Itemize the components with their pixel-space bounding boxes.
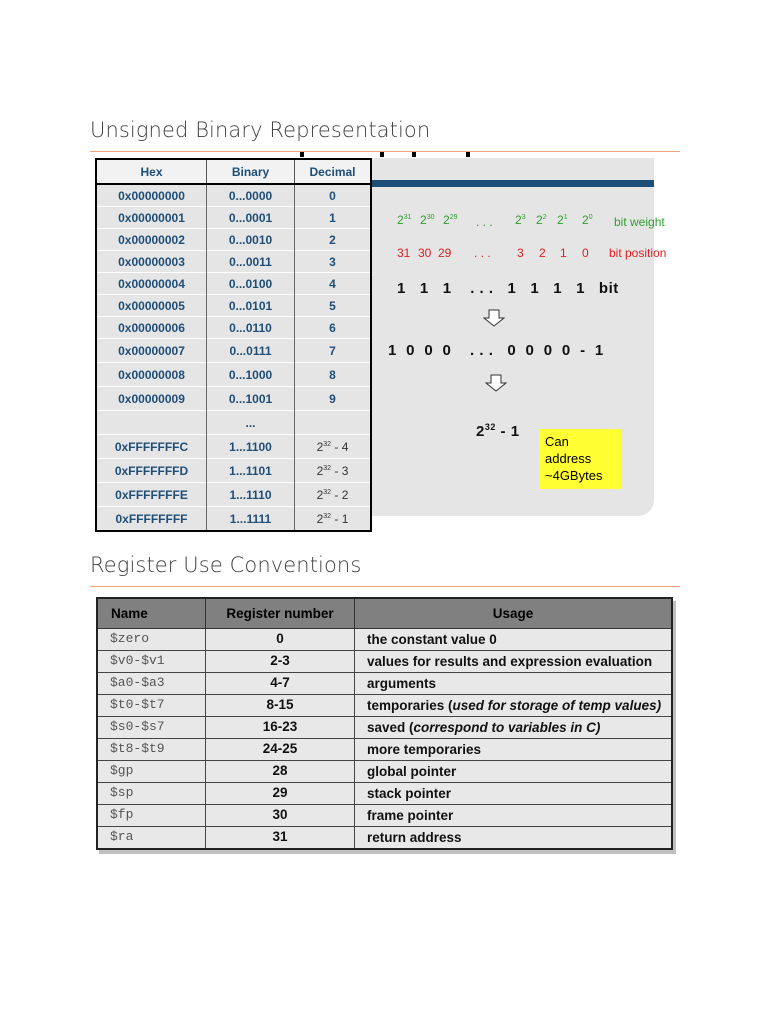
power-minus-one-row: 1 0 0 0 . . . 0 0 0 0 - 1 <box>388 342 604 359</box>
table-row <box>96 435 371 459</box>
table-row <box>97 761 672 783</box>
position: 3 <box>517 246 524 260</box>
hex-cell: 0xFFFFFFFF <box>96 507 207 532</box>
weight: $2^0$ <box>582 213 593 227</box>
binary-cell: 0...0001 <box>207 207 295 229</box>
hex-cell: 0xFFFFFFFD <box>96 459 207 483</box>
register-number: 2-3 <box>206 651 355 673</box>
hex-cell: 0x00000002 <box>96 229 207 251</box>
binary-cell: 0...0000 <box>207 184 295 207</box>
register-name: $s0-$s7 <box>97 717 206 739</box>
heading-rule <box>90 586 680 587</box>
hex-cell: 0xFFFFFFFC <box>96 435 207 459</box>
decimal-cell: 9 <box>295 387 372 411</box>
register-usage: saved (correspond to variables in C) <box>355 717 673 739</box>
register-name: $t0-$t7 <box>97 695 206 717</box>
decimal-cell: 2 <box>295 229 372 251</box>
bit-weight-label: bit weight <box>614 215 665 229</box>
register-conventions-table <box>96 597 673 850</box>
binary-cell: 0...1000 <box>207 363 295 387</box>
section-heading-registers: Register Use Conventions <box>90 553 362 577</box>
table-row <box>96 229 371 251</box>
decimal-cell: $2^{32} - 1$ <box>295 507 372 532</box>
position: 0 <box>582 246 589 260</box>
column-header: Decimal <box>295 159 372 184</box>
decimal-cell: 4 <box>295 273 372 295</box>
register-name: $fp <box>97 805 206 827</box>
hex-cell: 0x00000001 <box>96 207 207 229</box>
binary-cell: 1...1111 <box>207 507 295 532</box>
register-number: 16-23 <box>206 717 355 739</box>
address-note <box>539 429 621 489</box>
register-name: $a0-$a3 <box>97 673 206 695</box>
decimal-cell: 7 <box>295 339 372 363</box>
register-usage: the constant value 0 <box>355 629 673 651</box>
register-number: 8-15 <box>206 695 355 717</box>
table-row <box>96 295 371 317</box>
binary-cell: 0...0111 <box>207 339 295 363</box>
position: . . . <box>474 246 491 260</box>
decimal-cell: $2^{32} - 2$ <box>295 483 372 507</box>
position: 2 <box>539 246 546 260</box>
table-row <box>97 717 672 739</box>
binary-cell: ... <box>207 411 295 435</box>
hex-cell: 0x00000008 <box>96 363 207 387</box>
position: 29 <box>438 246 452 260</box>
decimal-cell: 0 <box>295 184 372 207</box>
register-usage: stack pointer <box>355 783 673 805</box>
binary-cell: 0...0100 <box>207 273 295 295</box>
cropped-glyph <box>412 152 416 157</box>
register-usage: arguments <box>355 673 673 695</box>
register-number: 29 <box>206 783 355 805</box>
down-arrow-icon <box>485 374 507 392</box>
binary-cell: 0...0101 <box>207 295 295 317</box>
binary-cell: 1...1110 <box>207 483 295 507</box>
register-usage: frame pointer <box>355 805 673 827</box>
table-header-row <box>97 598 672 629</box>
register-number: 30 <box>206 805 355 827</box>
hex-cell: 0x00000009 <box>96 387 207 411</box>
table-row <box>96 339 371 363</box>
column-header: Name <box>97 598 206 629</box>
hex-cell: 0x00000004 <box>96 273 207 295</box>
register-usage: temporaries (used for storage of temp values) <box>355 695 673 717</box>
hex-binary-decimal-table <box>95 158 372 532</box>
decimal-cell: 8 <box>295 363 372 387</box>
register-name: $sp <box>97 783 206 805</box>
bit-position-label: bit position <box>609 246 667 260</box>
binary-cell: 0...0110 <box>207 317 295 339</box>
register-number: 4-7 <box>206 673 355 695</box>
table-row <box>96 251 371 273</box>
hex-cell: 0x00000000 <box>96 184 207 207</box>
table-row <box>97 673 672 695</box>
binary-cell: 1...1100 <box>207 435 295 459</box>
position: 30 <box>418 246 432 260</box>
register-number: 31 <box>206 827 355 850</box>
table-row <box>96 387 371 411</box>
heading-rule <box>90 151 680 152</box>
hex-cell: 0x00000007 <box>96 339 207 363</box>
table-row <box>96 483 371 507</box>
table-row <box>97 805 672 827</box>
decimal-cell: 5 <box>295 295 372 317</box>
register-name: $t8-$t9 <box>97 739 206 761</box>
position: 1 <box>560 246 567 260</box>
max-value-expression: $2^{32} - 1$ <box>476 422 520 440</box>
register-number: 24-25 <box>206 739 355 761</box>
table-row <box>96 507 371 532</box>
position: 31 <box>397 246 411 260</box>
table-header-row <box>96 159 371 184</box>
register-usage: values for results and expression evaluation <box>355 651 673 673</box>
column-header: Binary <box>207 159 295 184</box>
column-header: Usage <box>355 598 673 629</box>
table-row <box>96 363 371 387</box>
hex-cell: 0x00000005 <box>96 295 207 317</box>
register-usage: more temporaries <box>355 739 673 761</box>
register-usage: global pointer <box>355 761 673 783</box>
hex-cell <box>96 411 207 435</box>
section-heading-binary: Unsigned Binary Representation <box>90 118 431 142</box>
table-row <box>97 827 672 850</box>
cropped-glyph <box>380 152 384 157</box>
register-name: $zero <box>97 629 206 651</box>
table-row <box>97 629 672 651</box>
table-row <box>96 459 371 483</box>
table-row <box>96 411 371 435</box>
table-row <box>97 739 672 761</box>
table-row <box>97 695 672 717</box>
weight: $2^1$ <box>557 213 568 227</box>
table-row <box>96 273 371 295</box>
weight: $2^{29}$ <box>443 213 458 227</box>
register-number: 0 <box>206 629 355 651</box>
weight: $2^{31}$ <box>397 213 412 227</box>
note-line: address <box>545 451 592 466</box>
cropped-glyph <box>300 152 304 157</box>
register-usage: return address <box>355 827 673 850</box>
weight-ellipsis: . . . <box>476 215 493 229</box>
binary-cell: 0...1001 <box>207 387 295 411</box>
binary-cell: 1...1101 <box>207 459 295 483</box>
weight: $2^{30}$ <box>420 213 435 227</box>
decimal-cell <box>295 411 372 435</box>
register-name: $v0-$v1 <box>97 651 206 673</box>
binary-cell: 0...0010 <box>207 229 295 251</box>
table-row <box>96 207 371 229</box>
decimal-cell: 3 <box>295 251 372 273</box>
down-arrow-icon <box>483 309 505 327</box>
register-name: $ra <box>97 827 206 850</box>
weight: $2^2$ <box>536 213 547 227</box>
decimal-cell: 6 <box>295 317 372 339</box>
weight: $2^3$ <box>515 213 526 227</box>
hex-cell: 0x00000006 <box>96 317 207 339</box>
column-header: Register number <box>206 598 355 629</box>
all-ones-row: 1 1 1 . . . 1 1 1 1 bit <box>397 280 619 297</box>
decimal-cell: 1 <box>295 207 372 229</box>
note-line: ~4GBytes <box>545 468 603 483</box>
table-row <box>96 317 371 339</box>
decimal-cell: $2^{32} - 4$ <box>295 435 372 459</box>
table-row <box>97 783 672 805</box>
table-row <box>97 651 672 673</box>
hex-cell: 0x00000003 <box>96 251 207 273</box>
column-header: Hex <box>96 159 207 184</box>
cropped-glyph <box>466 152 470 157</box>
decimal-cell: $2^{32} - 3$ <box>295 459 372 483</box>
binary-cell: 0...0011 <box>207 251 295 273</box>
register-number: 28 <box>206 761 355 783</box>
table-row <box>96 184 371 207</box>
note-line: Can <box>545 434 569 449</box>
register-name: $gp <box>97 761 206 783</box>
hex-cell: 0xFFFFFFFE <box>96 483 207 507</box>
